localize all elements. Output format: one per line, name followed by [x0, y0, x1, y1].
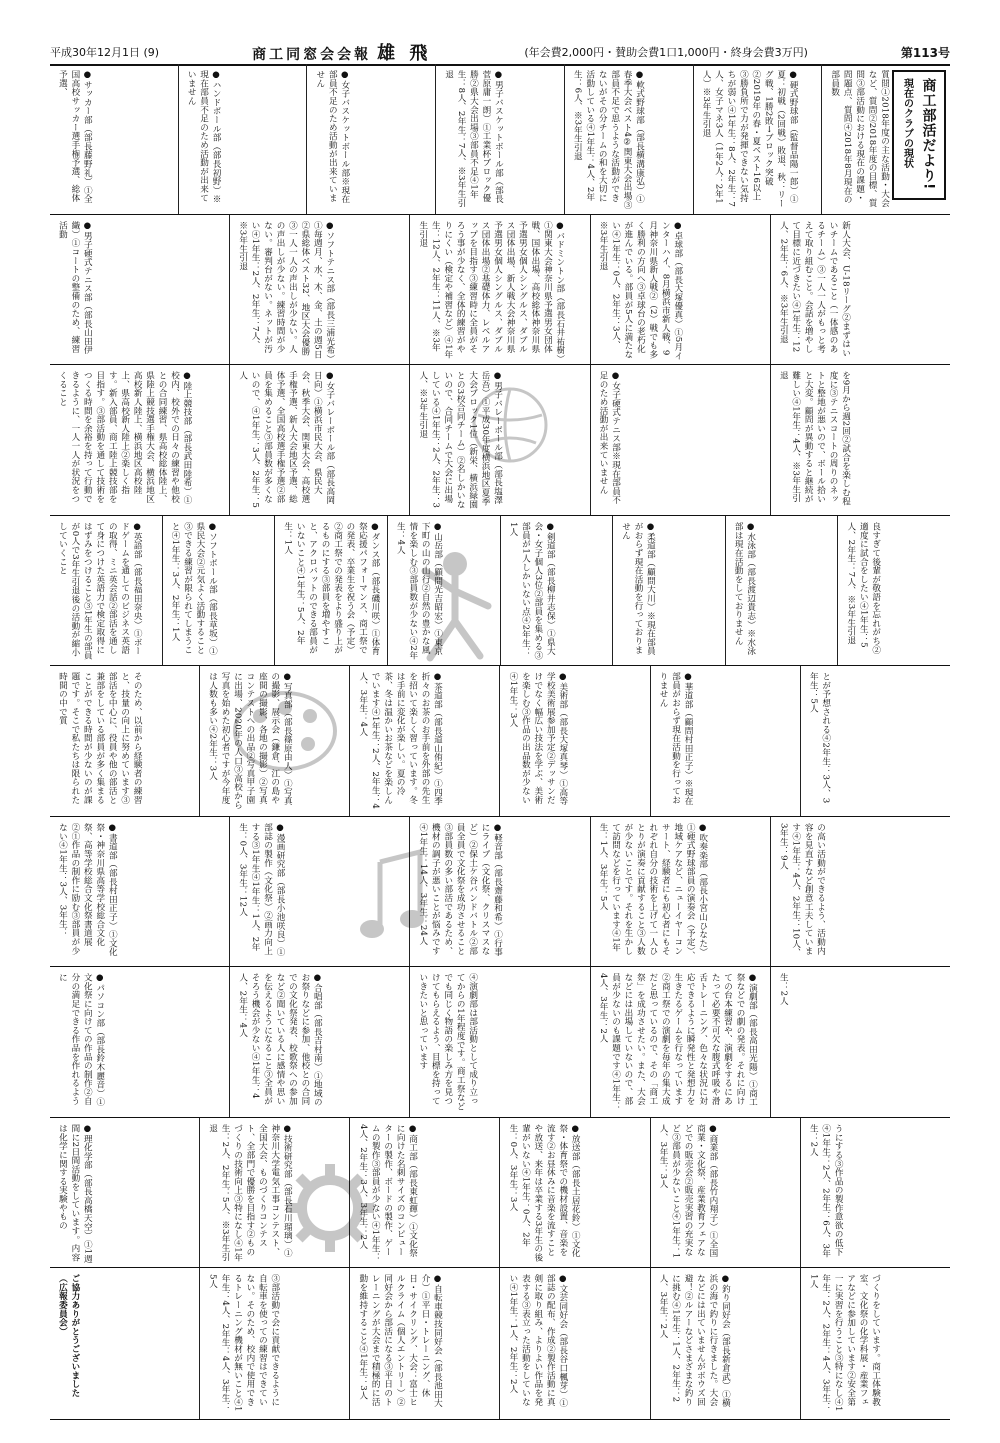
text-block: ●山岳部（顧問光吉昭宏）①東京下町の山の山行②自然の豊かな風情を楽しむ③部員数が少ない④2年生：4人: [395, 521, 443, 660]
text-row-5: [50, 666, 950, 817]
text-block: ●自転車競技同好会（部長池田大介）①平日・トレーニング、休日・サイクリング、大会：富士ヒルクライム（個人エントリー）②同好会から部活になる③平日のトレーニングが大会まで積極的に活動を維持すること④1年生：3人: [357, 1274, 443, 1408]
text-column: [770, 215, 950, 365]
text-block: ●女子硬式テニス部※現在部員不足のため活動が出来ていません: [598, 371, 621, 505]
text-column: [590, 817, 770, 967]
text-block: ●茶道部（部長道山侑紀）①四季折々のお茶のお手前を外部の先生を招いて楽しく習っています。冬は手前に変化が楽しい。夏の冷茶、冬は温かいお茶などを楽しんでいます④1年生：2人、2年生：4人、3年生：4人: [357, 672, 443, 810]
text-block: ●バドミントン部（部長石井祐樹）①関東大会神奈川県予選男女団体戦、国体出場、高校総体神奈川県予選男女個人シングルス、ダブルス団体出場、新人戦大会神奈川県予選男女個人シングルス、ダブルス団体出場②基礎体力、レベルアップを目指す③練習時に全員がそろう事が少なく、全体的練習がやりにくい（検定や補習など）④1年生：12人、2年生：11人、※3年生引退: [417, 220, 565, 359]
text-column: [500, 516, 613, 666]
text-column: [199, 1268, 349, 1419]
text-column: [800, 666, 950, 816]
text-column: [50, 1268, 199, 1419]
text-column: [50, 817, 229, 967]
text-block: ④演劇部は部活動として成り立ってからの1年程度です。商工祭などでも同じく物語の楽しみ方を見つけてもらえるよう、目標を持っていきたいと思っています: [417, 973, 478, 1111]
text-column: [409, 215, 589, 365]
article-subtitle: 現在のクラブの現状: [901, 78, 913, 168]
text-column: [349, 666, 499, 816]
text-block: ●ダンス部（部長磯川咲）①体育祭応援パフォーマンス、商工祭での発表、卒業生を祝う会（予定）②商工祭での発表をより盛り上がるものにする③部員を増やすこと、アクロバットのできる部員がいないこと④1年生：5人、2年生：1人: [282, 521, 380, 656]
text-block: ●文芸同好会（部長谷口楓芽）①部誌の配布、作成②製作活動に真剣に取り組み、よりよい作品を発表する③表立った活動をしていない④1年生：1人、2年生：2人: [507, 1274, 568, 1408]
text-block: ●柔道部（顧問大川）※現在部員がおらず現在活動を行っておりません: [620, 521, 656, 656]
page-header: [50, 40, 950, 66]
text-block: ●演劇部（部長高田光陽）①商工祭などでの劇の発表。それに向けての台本練習や、演劇をするにあたって必要不可欠な腹式呼吸や滑舌トレーニング、色々な状況に対応できるように瞬発性と発想力を生きたるゲームを行なっています②商工祭での演劇を毎年の集大成だと思っているので、その「商工祭」を成功させたい。また、大会などには出場していないので、部員が少ないのも課題です④1年生：4人、3年生：2人: [598, 973, 758, 1111]
text-block: ●書道部（部長村田正子）①文化祭・神奈川県高等学校総合文化祭、高等学校総合文化祭書道展②①作品の制作に励む③部員が少ない④1年生：3人、3年生：: [57, 822, 118, 957]
text-column: [50, 365, 229, 515]
page-date: 平成30年12月1日 (9): [50, 46, 160, 59]
text-column: [229, 365, 409, 515]
text-block: ●商業部（部長竹内翔子）①全国商業・文化祭、産業教育フェアなどでの販売会②販売実習の充実など③部員が少ないこと④1年生：1人、3年生：3人: [658, 1123, 718, 1259]
text-block: 生：2人: [778, 973, 789, 1006]
text-block: ●ソフトテニス部（部長三浦光希）①毎週月、水、木、金、土の週5日②県総体ベスト32、地区大会優勝③一人一人の声出しが少ない。人の声出しが少ない。練習時間が少ない。審判台がない。ネットが汚い④1年生：2人、2年生：7人、※3年生引退: [237, 220, 335, 359]
text-column: [499, 666, 649, 816]
text-column: [229, 967, 409, 1117]
text-block: ●英語部（部長福田奈央）①ボードゲームを通してのビジネス英語の取得、ミニ英会話②部活を通して身につけた英語力で検定取得にはずみをつけること③1年生の部員が0人で3年生引退後の活動が縮小していくこと: [57, 521, 143, 660]
text-block: ●女子バスケットボール部※現在部員不足のため活動が出来ていません: [314, 70, 350, 204]
text-column: [50, 1118, 199, 1268]
text-column: [409, 365, 589, 515]
text-column: [199, 1118, 349, 1268]
text-block: ●女子バレーボール部（部長高岡日向）①横浜市民大会、県民大会、秋季大会、関東大会、高校選手権予選、新人大会地区予選、総体予選、全国高校選手権予選②部員を集めること③部員数が多くないので、④1年生：3人、2年生：5人: [237, 371, 335, 509]
text-row-2: [50, 215, 950, 366]
text-column: [435, 64, 564, 214]
text-block: ③部活動で会に貢献できるように自転車を使っての練習はできていない。そのため、校内で使用できるトレーニング機材が無いこと④1年生：4人、2年生：4人、3年生：5人: [207, 1274, 280, 1413]
text-column: [770, 967, 950, 1117]
text-column: [800, 1268, 950, 1419]
text-column: [837, 516, 950, 666]
text-column: [229, 215, 409, 365]
text-column: [50, 967, 229, 1117]
text-column: [274, 516, 387, 666]
text-column: [499, 1118, 649, 1268]
text-column: [50, 215, 229, 365]
text-column: [770, 817, 950, 967]
article-body: [50, 64, 950, 1420]
text-row-9: [50, 1268, 950, 1419]
text-row-3: [50, 365, 950, 516]
publication-title: [252, 39, 431, 65]
text-block: ●美術部（部長大塚真琴）①高等学校美術展参加予定②デッサンだけでなく幅広い技法を学ぶ、美術を楽しむ③作品の出品数が少ない④1年生：3人: [507, 672, 568, 806]
text-column: [564, 64, 693, 214]
text-column: [50, 666, 199, 816]
text-column: [50, 516, 162, 666]
text-column: [306, 64, 435, 214]
text-block: ●軽音部（部長齋藤和希）①行事にライブ（文化祭、クリスマスなど）②保土ケ谷バンドバトル②部員全員で文化祭を成功させること③部員数の多い部活であるため、機材の調子が悪いことが悩みです④1年生：14人、3年生：24人: [417, 822, 503, 957]
text-row-6: [50, 817, 950, 968]
text-column: [162, 516, 275, 666]
text-block: ●男子バレーボール部（部長塩澤岳吾）①平成30年度横浜地区夏季大会ブロック1位（新栄、横浜緑園との3校合同チーム）②名しかいないので、合同チームで大会に出場している④1年生：2人、2年生：3人、※3年生引退: [417, 371, 503, 509]
text-column: [409, 967, 589, 1117]
text-column: [178, 64, 307, 214]
text-block: 新人大会、U-18リーグ②まずはいいチームであること（一体感のあるチーム）③一人一人がもっと考えて取り組むこと。会話を増やして目標に近づきたい④1年生：12人、2年生：6人、※3年生引退: [778, 220, 851, 357]
text-column: [199, 666, 349, 816]
text-block: ●商工部（部長東虹輝）①文化祭に向けた名刺サイズのコンピューターの製作、ボードの製作、ゲームの製作③部員が少ない④1年生：4人、2年生：3人、3年生：2人: [357, 1123, 418, 1262]
fee-info: (年会費2,000円・賛助会費1口1,000円・終身会費3万円): [524, 46, 808, 59]
text-block: ●男子硬式テニス部（部長山田伊織）①コートの整備のため、練習活動: [57, 220, 93, 354]
text-block: づくりをしています。商工体験教室、文化祭の化学科展・産業フェアなどに参加しています②安全第一に実習を行うこと③特になし④1年生：2人、2年生：4人、3年生：1人: [808, 1274, 881, 1413]
text-block: ●剣道部（部長柳井志保）①県大会・女子個人3位②部員を集める③部員が1人しかいない点④2年生：1人: [507, 521, 556, 660]
text-block: の高い活動ができるよう、活動内容を見直すなど創意工夫しています④1年生：4人、2年生：10人、3年生：9人: [778, 822, 826, 957]
publication-name: 商工同窓会会報: [252, 47, 372, 63]
text-column: [387, 516, 500, 666]
text-block: ●漫画研究部（部長小池咲良）①部誌の製作（文化祭）②画力向上する③1年生④1年生：1人、2年生：0人、3年生：12人: [237, 822, 285, 957]
text-column: [650, 1268, 800, 1419]
text-block: ●卓球部（部長大塚優真）①5月インターハイ、8月横浜市新人戦、9月神奈川県新人戦②（2）戦でも多く勝利の方向へ③卓球台の老朽化が進んでいる。部員が5人に満たない④1年生：0人、2年生：3人、※3年生引退: [598, 220, 683, 360]
text-column: [409, 817, 589, 967]
text-column: [612, 516, 725, 666]
text-block: ●サッカー部（部長藤野礼）①全国高校サッカー選手権予選、総体予選、: [57, 70, 93, 204]
article-title-box: [892, 70, 946, 200]
text-column: [349, 1268, 499, 1419]
text-block: を9月から週2回②試合を楽しむ程度に③テニスコートの周りのネットと整地が悪いので、ボール拾いと大変。顧問が異動すると継続が難しい④1年生：4人、※3年生引退: [778, 371, 851, 506]
text-row-7: [50, 967, 950, 1118]
text-block: ●水泳部（部長渡辺貴志）※水泳部は現在活動をしておりません: [733, 521, 756, 656]
text-block: ●理化学部（部長高橋天空）①1週間に2日間活動をしています。内容は化学に関する実験やもの: [57, 1123, 93, 1263]
text-block: ●華道部（顧問村田正子）※現在部員がおらず現在活動を行っておりません: [658, 672, 694, 806]
text-block: ●硬式野球部（監督品陽一郎）①夏：初戦（2回戦）敗退、秋：リーグ戦、1勝2敗→ブロック突破②2019年の春・夏ベスト16以上③勝負所で力が発揮できない気持ちが弱い④1年生：8人、2年生：7人、女子マネ3人（1年2人：2年1人）※3年生引退: [701, 70, 799, 208]
text-column: [50, 64, 178, 214]
text-column: [650, 1118, 800, 1268]
text-block: ●男子バスケットボール部（部長菅原庸一朗）①工業杯ブロック優勝②県大会出場③部員不足④1年生：8人、2年生：7人、※3年生引退: [443, 70, 504, 208]
text-block: ●パソコン部（部長鈴木麗音）①文化祭に向けての作品の制作②自分の満足できる作品を作れるように: [57, 973, 105, 1107]
text-block: ●軟式野球部（部長横溝康弘）①春季大会ベスト4②関東大会出場③部員不足で思うような活動ができないがその分チームの和を大切に活動している④1年生：4人、2年生：6人、※3年生引退: [572, 70, 645, 210]
text-row-4: [50, 516, 950, 667]
text-block: ●陸上競技部（部長武田陸希）①校内、校外での日々の練習や他校との合同練習、県高校総体陸上、県陸上競技選手権大会、横浜地区高校新人陸上、横浜地区高校陸上、県高校新人陸上②楽しく指す。新入部員、商工陸上競技部を目指す。③部活動を通して技術をつくる時間を余裕を持って行動できるように、一人一人が状況をつくること: [57, 371, 192, 505]
text-block: ●ソフトボール部（部長草坂）①県民大会②元気よく活動すること③できる練習が限られてしまうこと④1年生：3人、2年生：1人: [170, 521, 218, 656]
text-block: ●合唱部（部長吉村南）①地域のお祭りなどに参加、他校との合同での文化祭発表、校歌祭への参加など②聞いている人に感情や思いを伝えるようになること③全員がそろう機会が少ない④1年生：4人、2年生：4人: [237, 973, 323, 1107]
text-block: ●釣り同好会（部長新倉武）①横浜の海で釣りに行きました。大会などには出ていませんがボウズ回避！②ルアーなどさまざまな釣りに挑む④1年生：1人、2年生：2人、3年生：2人: [658, 1274, 731, 1408]
closing-note: ご協力ありがとうございました（広報委員会）: [57, 1274, 80, 1398]
text-column: [770, 365, 950, 515]
text-column: [229, 817, 409, 967]
issue-number: 第113号: [900, 45, 950, 60]
text-column: [693, 64, 822, 214]
text-block: 良すぎて後輩が敬語を忘れがち②適度に試合をしたい④1年生：5人、2年生：7人、※3年生引退: [845, 521, 881, 654]
text-block: ●吹奏楽部（部長小宮山ひなた）①硬式野球部員の演奏会（予定）、地域ケアなど、ニューイヤーコンサート、経験者にも初心者にもそれぞれ自分の技術を上げて一人ひとりが演奏に貢献すること③人数が少ないことです。それを生かして訪問などを行っています④1年生：1人、3年生：5人: [598, 822, 708, 960]
text-block: ●写真部（部長篠原由人）①写真の撮影、展示会（鎌倉、江の島や座間の撮影、各地の撮影）②写真コンテストへの出品②写真甲子園に出場、2020年の人口③高校から写真を始めた初心者ですが今年度は人数も多い④2年生：3人: [207, 672, 293, 810]
text-block: ●ハンドボール部（部長初野）※現在部員不足のため活動が出来ていません: [186, 70, 222, 204]
text-column: [590, 365, 770, 515]
text-column: [590, 967, 770, 1117]
text-column: [590, 215, 770, 365]
text-block: うにする③作品の製作意欲の低下④1年生：2人、2年生：6人、3年生：2人: [808, 1123, 844, 1258]
newsletter-name: 雄 飛: [377, 43, 432, 64]
article-title: 商工部活だより!: [920, 78, 937, 191]
text-block: ●放送部（部長土居花鈴）①文化祭・体育祭での機材設置、音楽を流す②お昼休みに音楽を流すことや放送、来年は卒業する3年生の後輩がいない④1年生：0人、2年生：0人、3年生：3人: [507, 1123, 581, 1262]
text-block: そのため、以前から経験者の練習と、技量の向上に努めています③部活を中心に、役員や他の部活と兼部をしている部員が多く集まることができる時間が少ないのが課題です。そこで私たちは限られた時間の中で質: [57, 672, 143, 805]
text-column: [725, 516, 838, 666]
text-column: [650, 666, 800, 816]
text-column: [800, 1118, 950, 1268]
text-block: とが予想される④2年生：3人、3年生：5人: [808, 672, 831, 804]
text-row-8: [50, 1118, 950, 1269]
text-block: 質問①2018年度の主な活動・大会など、質問②2018年度の目標、質問③部活動における現在の課題・問題点、質問④2018年8月現在の部員数: [829, 70, 890, 208]
text-row-1: [50, 64, 950, 215]
text-column: [499, 1268, 649, 1419]
text-column: [349, 1118, 499, 1268]
text-block: ●技術研究部（部長石川瑠璃）①神奈川大学電気工事コンテスト、全国大会、ものづくりコンテスト、全部門で優勝を目指す②ものづくりの技術向上③特になし④1年生：2人、2年生：5人、※3年生引退: [207, 1123, 293, 1262]
